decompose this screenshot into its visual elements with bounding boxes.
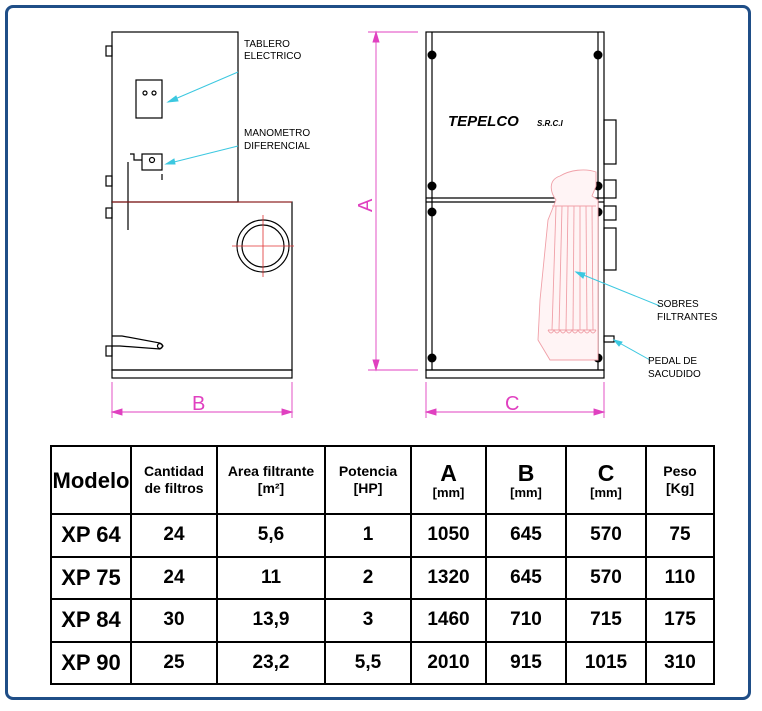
label-sobres-2: FILTRANTES bbox=[657, 312, 718, 323]
side-labels bbox=[244, 39, 311, 152]
cell-area: 23,2 bbox=[217, 642, 325, 685]
pedal-pivot bbox=[158, 344, 163, 349]
cell-potencia: 1 bbox=[325, 514, 411, 557]
side-box bbox=[604, 228, 616, 270]
header-unit: de filtros bbox=[144, 480, 204, 496]
cell-a: 1320 bbox=[411, 557, 486, 600]
cell-c: 715 bbox=[566, 599, 646, 642]
cell-peso: 310 bbox=[646, 642, 714, 685]
side-cabinet bbox=[112, 32, 238, 202]
dimension-a-label: A bbox=[355, 198, 377, 212]
side-cutline bbox=[112, 202, 294, 277]
hinge bbox=[106, 46, 112, 56]
table-header-row bbox=[51, 446, 714, 514]
dimension-b-label: B bbox=[192, 393, 206, 415]
front-base bbox=[426, 370, 604, 378]
manometer-tube bbox=[130, 154, 142, 160]
header-label: B bbox=[517, 459, 535, 486]
side-body bbox=[112, 202, 292, 370]
specs-table bbox=[50, 445, 715, 685]
table-row bbox=[51, 599, 714, 642]
header-unit: [Kg] bbox=[666, 480, 694, 496]
cell-c: 570 bbox=[566, 557, 646, 600]
side-box bbox=[604, 180, 616, 198]
hinge bbox=[106, 208, 112, 218]
brand-name: TEPELCO bbox=[448, 113, 519, 130]
cell-area: 5,6 bbox=[217, 514, 325, 557]
header-b bbox=[486, 446, 566, 514]
cell-b: 645 bbox=[486, 557, 566, 600]
cell-a: 1460 bbox=[411, 599, 486, 642]
cell-potencia: 2 bbox=[325, 557, 411, 600]
header-a bbox=[411, 446, 486, 514]
cell-b: 915 bbox=[486, 642, 566, 685]
header-potencia bbox=[325, 446, 411, 514]
cell-area: 13,9 bbox=[217, 599, 325, 642]
cell-peso: 75 bbox=[646, 514, 714, 557]
header-area bbox=[217, 446, 325, 514]
cell-filtros: 24 bbox=[131, 557, 217, 600]
label-manometro-2: DIFERENCIAL bbox=[244, 141, 311, 152]
cell-model: XP 75 bbox=[51, 557, 131, 600]
side-box bbox=[604, 206, 616, 220]
table-row bbox=[51, 514, 714, 557]
side-base bbox=[112, 370, 292, 378]
header-label: A bbox=[440, 459, 457, 486]
manometer-dial bbox=[150, 158, 155, 163]
header-label: Potencia bbox=[338, 463, 398, 479]
cell-model: XP 84 bbox=[51, 599, 131, 642]
label-pedal-2: SACUDIDO bbox=[648, 369, 701, 380]
header-label: Area filtrante bbox=[227, 463, 315, 479]
header-label: Peso bbox=[663, 463, 697, 479]
header-c bbox=[566, 446, 646, 514]
front-labels bbox=[648, 299, 718, 380]
table-row bbox=[51, 557, 714, 600]
header-unit: [HP] bbox=[353, 480, 383, 496]
side-box bbox=[604, 120, 616, 164]
side-view bbox=[106, 32, 292, 378]
hinge bbox=[106, 346, 112, 356]
header-unit: [mm] bbox=[510, 484, 542, 500]
cell-b: 645 bbox=[486, 514, 566, 557]
header-label: Modelo bbox=[52, 467, 130, 493]
header-unit: [mm] bbox=[590, 484, 622, 500]
dimension-c-label: C bbox=[505, 393, 520, 415]
cell-peso: 110 bbox=[646, 557, 714, 600]
cell-c: 570 bbox=[566, 514, 646, 557]
pedal bbox=[604, 336, 614, 342]
header-peso bbox=[646, 446, 714, 514]
label-sobres-1: SOBRES bbox=[657, 299, 699, 310]
cell-model: XP 90 bbox=[51, 642, 131, 685]
cell-b: 710 bbox=[486, 599, 566, 642]
cell-area: 11 bbox=[217, 557, 325, 600]
label-tablero-1: TABLERO bbox=[244, 39, 290, 50]
table-row bbox=[51, 642, 714, 685]
header-unit: [mm] bbox=[432, 484, 465, 500]
panel-knob bbox=[143, 91, 147, 95]
cell-potencia: 5,5 bbox=[325, 642, 411, 685]
header-label: Cantidad bbox=[144, 463, 204, 479]
label-pedal-1: PEDAL DE bbox=[648, 356, 698, 367]
cell-peso: 175 bbox=[646, 599, 714, 642]
brand-suffix: S.R.C.I bbox=[537, 119, 563, 128]
cell-a: 2010 bbox=[411, 642, 486, 685]
label-manometro-1: MANOMETRO bbox=[244, 128, 311, 139]
header-label: C bbox=[597, 459, 615, 486]
cell-potencia: 3 bbox=[325, 599, 411, 642]
cell-a: 1050 bbox=[411, 514, 486, 557]
cell-filtros: 25 bbox=[131, 642, 217, 685]
panel-knob bbox=[152, 91, 156, 95]
label-tablero-2: ELECTRICO bbox=[244, 51, 302, 62]
cell-model: XP 64 bbox=[51, 514, 131, 557]
hinge bbox=[106, 176, 112, 186]
electrical-panel bbox=[136, 80, 162, 118]
header-unit: [m²] bbox=[257, 480, 285, 496]
cell-filtros: 30 bbox=[131, 599, 217, 642]
pedal-lever bbox=[112, 336, 163, 349]
cell-filtros: 24 bbox=[131, 514, 217, 557]
cell-c: 1015 bbox=[566, 642, 646, 685]
header-modelo bbox=[51, 446, 131, 514]
side-leaders bbox=[166, 72, 238, 164]
header-cantidad bbox=[131, 446, 217, 514]
